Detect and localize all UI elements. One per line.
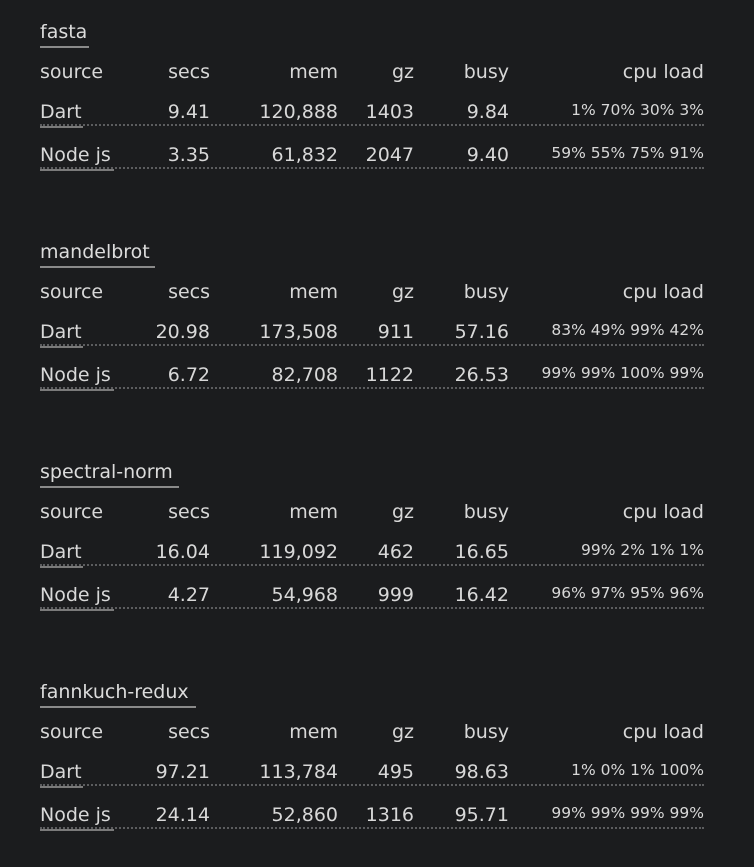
source-link-underline [40, 786, 83, 788]
source-link-underline [40, 126, 83, 128]
cpu-load-value: 1% 0% 1% 100% [571, 761, 704, 779]
mem-value: 52,860 [271, 804, 338, 826]
mem-value: 82,708 [271, 364, 338, 386]
busy-value: 9.84 [466, 101, 509, 123]
header-secs: secs [168, 721, 210, 743]
gz-value: 1403 [365, 101, 414, 123]
cpu-load-value: 99% 99% 99% 99% [551, 804, 704, 822]
table-row [40, 582, 704, 610]
gz-value: 911 [377, 321, 414, 343]
table-header-row [40, 719, 704, 747]
source-link-underline [40, 566, 83, 568]
gz-value: 1122 [365, 364, 414, 386]
header-secs: secs [168, 501, 210, 523]
busy-value: 98.63 [454, 761, 509, 783]
mem-value: 113,784 [259, 761, 338, 783]
header-mem: mem [289, 61, 338, 83]
cpu-load-value: 99% 2% 1% 1% [580, 541, 704, 559]
table-row [40, 99, 704, 127]
source-link[interactable]: Dart [40, 101, 82, 123]
header-cpu-load: cpu load [622, 61, 704, 83]
source-link[interactable]: Node js [40, 804, 111, 826]
secs-value: 97.21 [155, 761, 210, 783]
source-link-underline [40, 829, 114, 831]
source-link[interactable]: Dart [40, 321, 82, 343]
benchmark-title-link[interactable]: fasta [40, 21, 88, 43]
title-underline [40, 486, 179, 488]
busy-value: 95.71 [454, 804, 509, 826]
header-cpu-load: cpu load [622, 721, 704, 743]
source-link-underline [40, 346, 83, 348]
table-header-row [40, 59, 704, 87]
header-cpu-load: cpu load [622, 501, 704, 523]
table-header-row [40, 499, 704, 527]
table-row [40, 319, 704, 347]
secs-value: 20.98 [155, 321, 210, 343]
header-secs: secs [168, 281, 210, 303]
gz-value: 1316 [365, 804, 414, 826]
table-row [40, 142, 704, 170]
source-link[interactable]: Node js [40, 584, 111, 606]
table-header-row [40, 279, 704, 307]
title-underline [40, 46, 89, 48]
busy-value: 16.42 [454, 584, 509, 606]
secs-value: 9.41 [167, 101, 210, 123]
secs-value: 4.27 [167, 584, 210, 606]
mem-value: 120,888 [259, 101, 338, 123]
gz-value: 495 [377, 761, 414, 783]
gz-value: 462 [377, 541, 414, 563]
mem-value: 61,832 [271, 144, 338, 166]
header-busy: busy [463, 501, 509, 523]
source-link[interactable]: Node js [40, 144, 111, 166]
mem-value: 173,508 [259, 321, 338, 343]
header-source: source [40, 501, 104, 523]
cpu-load-value: 83% 49% 99% 42% [551, 321, 704, 339]
secs-value: 16.04 [155, 541, 210, 563]
mem-value: 119,092 [259, 541, 338, 563]
header-source: source [40, 61, 104, 83]
table-row [40, 539, 704, 567]
benchmark-title-link[interactable]: mandelbrot [40, 241, 150, 263]
gz-value: 999 [377, 584, 414, 606]
header-gz: gz [391, 501, 414, 523]
header-mem: mem [289, 501, 338, 523]
benchmark-table [40, 220, 704, 400]
row-divider [40, 607, 704, 609]
secs-value: 24.14 [155, 804, 210, 826]
header-busy: busy [463, 61, 509, 83]
table-row [40, 759, 704, 787]
benchmark-title-link[interactable]: fannkuch-redux [40, 681, 189, 703]
header-cpu-load: cpu load [622, 281, 704, 303]
header-gz: gz [391, 281, 414, 303]
mem-value: 54,968 [271, 584, 338, 606]
cpu-load-value: 99% 99% 100% 99% [541, 364, 704, 382]
gz-value: 2047 [365, 144, 414, 166]
header-gz: gz [391, 61, 414, 83]
header-source: source [40, 721, 104, 743]
header-gz: gz [391, 721, 414, 743]
source-link-underline [40, 609, 114, 611]
secs-value: 6.72 [167, 364, 210, 386]
header-source: source [40, 281, 104, 303]
title-underline [40, 266, 155, 268]
benchmark-title-link[interactable]: spectral-norm [40, 461, 173, 483]
table-row [40, 362, 704, 390]
cpu-load-value: 1% 70% 30% 3% [571, 101, 704, 119]
row-divider [40, 344, 704, 346]
busy-value: 9.40 [466, 144, 509, 166]
busy-value: 57.16 [454, 321, 509, 343]
cpu-load-value: 59% 55% 75% 91% [551, 144, 704, 162]
source-link[interactable]: Node js [40, 364, 111, 386]
header-busy: busy [463, 721, 509, 743]
cpu-load-value: 96% 97% 95% 96% [551, 584, 704, 602]
secs-value: 3.35 [167, 144, 210, 166]
busy-value: 26.53 [454, 364, 509, 386]
header-mem: mem [289, 721, 338, 743]
row-divider [40, 784, 704, 786]
source-link-underline [40, 169, 114, 171]
row-divider [40, 564, 704, 566]
benchmark-table [40, 440, 704, 620]
source-link[interactable]: Dart [40, 541, 82, 563]
source-link[interactable]: Dart [40, 761, 82, 783]
header-mem: mem [289, 281, 338, 303]
header-secs: secs [168, 61, 210, 83]
benchmark-table [40, 660, 704, 840]
header-busy: busy [463, 281, 509, 303]
source-link-underline [40, 389, 114, 391]
busy-value: 16.65 [454, 541, 509, 563]
title-underline [40, 706, 196, 708]
benchmark-table [40, 0, 704, 180]
table-row [40, 802, 704, 830]
